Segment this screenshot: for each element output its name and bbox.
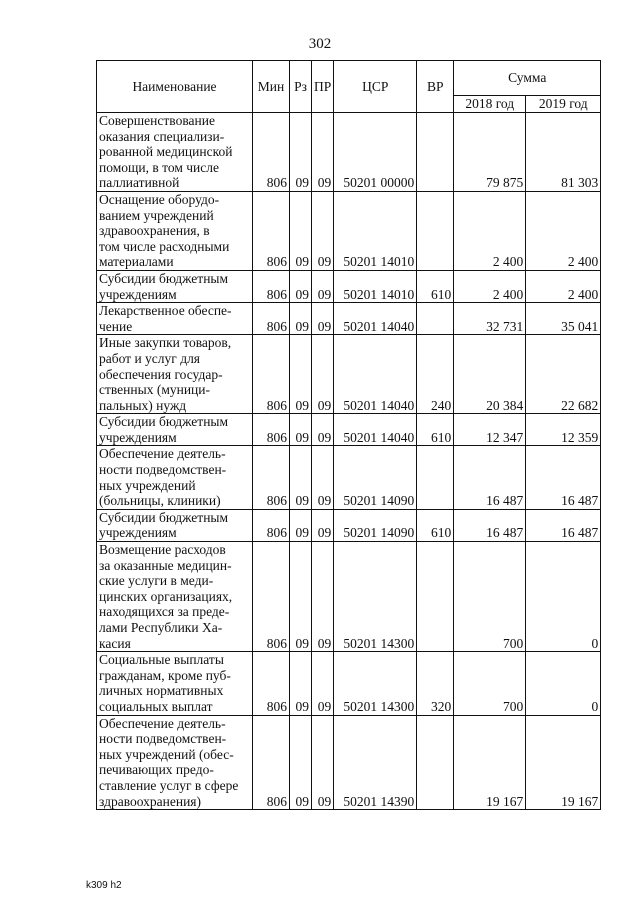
cell-pr: 09 (312, 414, 334, 446)
cell-2019: 16 487 (526, 509, 601, 541)
cell-min: 806 (253, 509, 290, 541)
row-name-line: паллиативной (99, 175, 180, 191)
row-name (97, 715, 253, 810)
table-row (97, 113, 601, 192)
row-name-line: материалами (99, 254, 174, 270)
cell-2019: 16 487 (526, 446, 601, 509)
row-name (97, 303, 253, 335)
row-name-line: лами Республики Ха- (99, 620, 223, 635)
row-name-line: учреждениям (99, 429, 177, 445)
header-rz: Рз (290, 61, 312, 113)
row-name-line: работ и услуг для (99, 350, 201, 366)
table-row (97, 191, 601, 270)
row-name-line: ские услуги в меди- (99, 573, 214, 589)
cell-2018: 32 731 (454, 303, 526, 335)
cell-csr: 50201 14040 (334, 303, 417, 335)
cell-csr: 50201 00000 (334, 113, 417, 192)
cell-min: 806 (253, 414, 290, 446)
cell-rz: 09 (290, 652, 312, 715)
header-csr: ЦСР (334, 61, 417, 113)
table-row (97, 335, 601, 414)
row-name-line: здравоохранения) (99, 793, 202, 809)
row-name-line: ных учреждений (обес- (99, 746, 234, 762)
table-row (97, 542, 601, 652)
cell-2019: 2 400 (526, 270, 601, 302)
cell-min: 806 (253, 303, 290, 335)
row-name-line: Оснащение оборудо- (99, 191, 220, 207)
header-sum: Сумма (454, 61, 601, 96)
cell-pr: 09 (312, 446, 334, 509)
page-number: 302 (308, 36, 332, 52)
cell-2019: 35 041 (526, 303, 601, 335)
cell-2018: 2 400 (454, 270, 526, 302)
row-name-line: ственных (муници- (99, 382, 211, 398)
table-row (97, 446, 601, 509)
row-name-line: гражданам, кроме пуб- (99, 667, 231, 683)
cell-rz: 09 (290, 509, 312, 541)
cell-2019: 81 303 (526, 113, 601, 192)
row-name (97, 414, 253, 446)
cell-rz: 09 (290, 270, 312, 302)
cell-vr (417, 542, 454, 652)
header-year-2018: 2018 год (454, 96, 526, 113)
row-name-line: ванием учреждений (99, 207, 214, 223)
cell-rz: 09 (290, 715, 312, 810)
cell-csr: 50201 14090 (334, 509, 417, 541)
row-name-line: ставление услуг в сфере (99, 777, 239, 793)
cell-min: 806 (253, 113, 290, 192)
cell-pr: 09 (312, 270, 334, 302)
cell-csr: 50201 14300 (334, 542, 417, 652)
cell-pr: 09 (312, 191, 334, 270)
row-name (97, 335, 253, 414)
cell-2019: 0 (526, 652, 601, 715)
cell-csr: 50201 14090 (334, 446, 417, 509)
cell-2018: 20 384 (454, 335, 526, 414)
row-name-line: Субсидии бюджетным (99, 414, 229, 430)
cell-2019: 0 (526, 542, 601, 652)
cell-csr: 50201 14300 (334, 652, 417, 715)
cell-2018: 79 875 (454, 113, 526, 192)
cell-rz: 09 (290, 335, 312, 414)
row-name-line: Лекарственное обеспе- (99, 303, 232, 319)
row-name-line: пальных) нужд (99, 397, 187, 413)
row-name-line: цинских организациях, (99, 588, 233, 604)
table-row (97, 270, 601, 302)
cell-csr: 50201 14040 (334, 335, 417, 414)
row-name-line: Возмещение расходов (99, 542, 226, 558)
row-name (97, 542, 253, 652)
cell-csr: 50201 14040 (334, 414, 417, 446)
cell-2018: 19 167 (454, 715, 526, 810)
row-name-line: (больницы, клиники) (99, 493, 221, 509)
cell-2019: 19 167 (526, 715, 601, 810)
cell-2018: 16 487 (454, 446, 526, 509)
row-name-line: оказания специализи- (99, 128, 225, 144)
cell-2019: 2 400 (526, 191, 601, 270)
header-pr: ПР (312, 61, 334, 113)
cell-pr: 09 (312, 113, 334, 192)
row-name-line: здравоохранения, в (99, 223, 210, 239)
row-name-line: Социальные выплаты (99, 652, 224, 668)
cell-pr: 09 (312, 542, 334, 652)
row-name-line: обеспечения государ- (99, 366, 223, 382)
cell-min: 806 (253, 270, 290, 302)
row-name (97, 509, 253, 541)
cell-2018: 700 (454, 652, 526, 715)
header-name: Наименование (97, 61, 253, 113)
row-name (97, 446, 253, 509)
row-name-line: ности подведомствен- (99, 462, 227, 478)
row-name-line: за оказанные медицин- (99, 557, 232, 573)
cell-rz: 09 (290, 446, 312, 509)
cell-2018: 12 347 (454, 414, 526, 446)
table-row (97, 303, 601, 335)
cell-rz: 09 (290, 303, 312, 335)
cell-2018: 700 (454, 542, 526, 652)
cell-vr (417, 303, 454, 335)
header-vr: ВР (417, 61, 454, 113)
header-year-2019: 2019 год (526, 96, 601, 113)
row-name-line: ности подведомствен- (99, 731, 227, 747)
cell-min: 806 (253, 335, 290, 414)
row-name-line: касия (99, 635, 131, 651)
row-name (97, 191, 253, 270)
cell-pr: 09 (312, 715, 334, 810)
row-name-line: личных нормативных (99, 683, 224, 699)
cell-2019: 22 682 (526, 335, 601, 414)
row-name-line: Обеспечение деятель- (99, 715, 226, 731)
cell-vr: 610 (417, 509, 454, 541)
cell-min: 806 (253, 542, 290, 652)
cell-rz: 09 (290, 542, 312, 652)
row-name-line: Иные закупки товаров, (99, 335, 232, 351)
table-row (97, 509, 601, 541)
row-name-line: находящихся за преде- (99, 604, 230, 620)
cell-vr: 240 (417, 335, 454, 414)
row-name-line: помощи, в том числе (99, 159, 219, 175)
cell-csr: 50201 14390 (334, 715, 417, 810)
cell-2019: 12 359 (526, 414, 601, 446)
table-row (97, 715, 601, 810)
cell-vr (417, 113, 454, 192)
cell-min: 806 (253, 446, 290, 509)
row-name-line: социальных выплат (99, 698, 213, 714)
cell-2018: 2 400 (454, 191, 526, 270)
row-name-line: учреждениям (99, 286, 177, 302)
cell-vr (417, 191, 454, 270)
cell-pr: 09 (312, 335, 334, 414)
row-name-line: том числе расходными (99, 238, 230, 254)
row-name-line: Обеспечение деятель- (99, 446, 226, 462)
cell-vr (417, 446, 454, 509)
row-name-line: печивающих предо- (99, 762, 214, 778)
row-name-line: Субсидии бюджетным (99, 270, 229, 286)
cell-csr: 50201 14010 (334, 191, 417, 270)
table-row (97, 652, 601, 715)
cell-pr: 09 (312, 303, 334, 335)
cell-min: 806 (253, 652, 290, 715)
cell-rz: 09 (290, 113, 312, 192)
row-name (97, 113, 253, 192)
row-name-line: Совершенствование (99, 113, 215, 128)
row-name-line: учреждениям (99, 525, 177, 541)
cell-min: 806 (253, 715, 290, 810)
cell-rz: 09 (290, 414, 312, 446)
cell-2018: 16 487 (454, 509, 526, 541)
cell-vr: 320 (417, 652, 454, 715)
cell-rz: 09 (290, 191, 312, 270)
cell-pr: 09 (312, 652, 334, 715)
table-row (97, 414, 601, 446)
row-name-line: чение (99, 318, 133, 334)
cell-vr: 610 (417, 414, 454, 446)
footer-code: k309 h2 (86, 880, 122, 891)
cell-csr: 50201 14010 (334, 270, 417, 302)
header-min: Мин (253, 61, 290, 113)
row-name-line: Субсидии бюджетным (99, 509, 229, 525)
cell-vr: 610 (417, 270, 454, 302)
row-name (97, 652, 253, 715)
row-name-line: ных учреждений (99, 477, 196, 493)
budget-table (96, 60, 601, 810)
cell-min: 806 (253, 191, 290, 270)
row-name (97, 270, 253, 302)
cell-pr: 09 (312, 509, 334, 541)
cell-vr (417, 715, 454, 810)
row-name-line: рованной медицинской (99, 144, 233, 160)
